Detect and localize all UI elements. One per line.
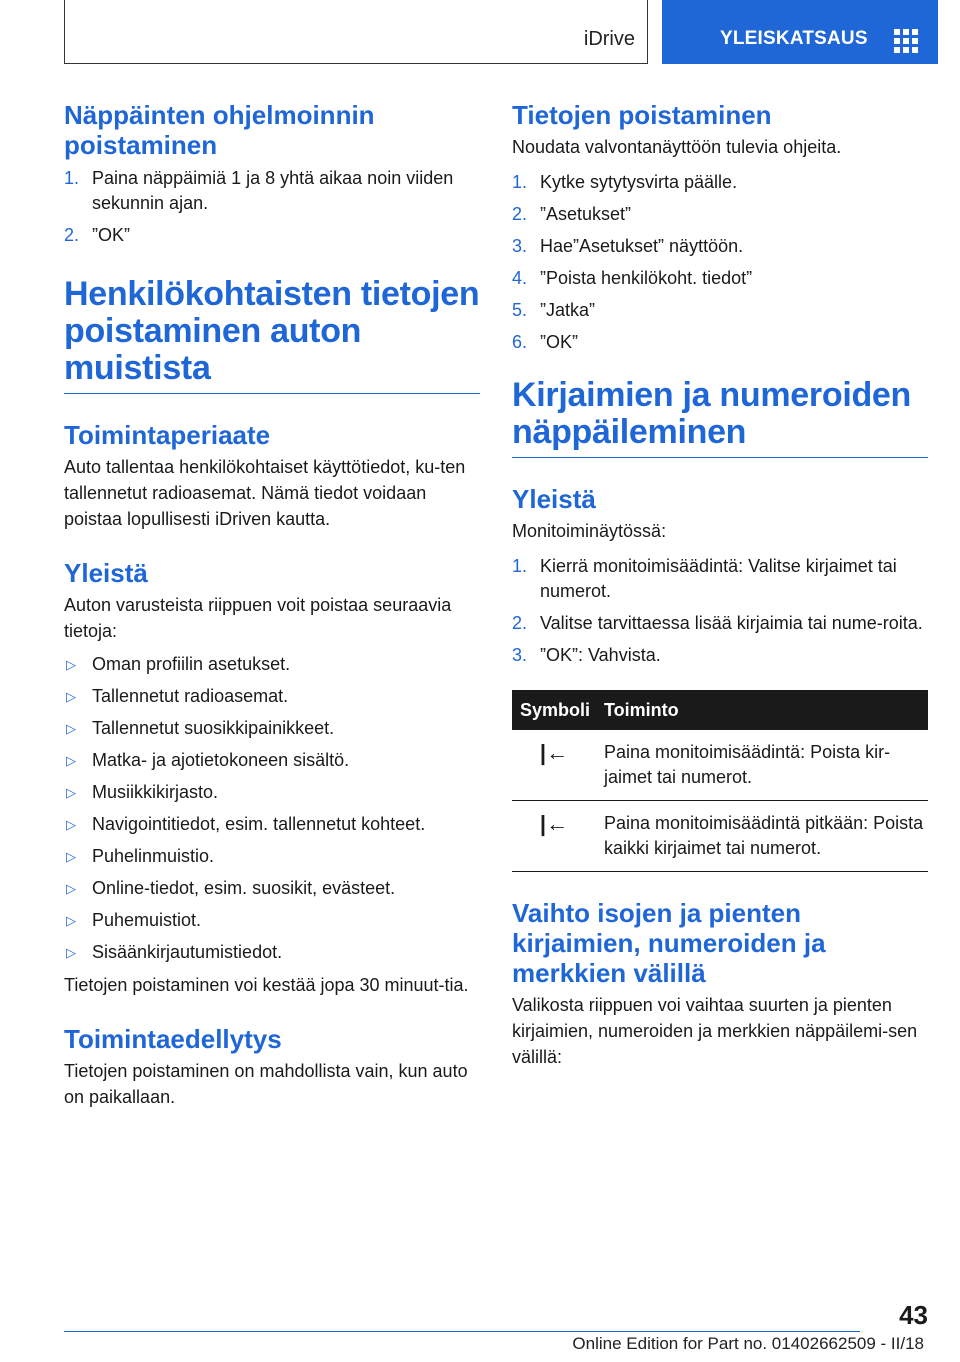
chapter-tab-label: YLEISKATSAUS bbox=[720, 28, 868, 49]
backspace-icon: |← bbox=[539, 811, 569, 836]
section-title-delete-data: Tietojen poistaminen bbox=[512, 100, 772, 130]
key-programming-steps bbox=[64, 166, 480, 248]
section-title-principle: Toimintaperiaate bbox=[64, 420, 271, 450]
right-column bbox=[512, 100, 928, 1070]
list-item: ▷ Sisäänkirjautumistiedot. bbox=[64, 940, 480, 965]
list-item: ▷ Matka- ja ajotietokoneen sisältö. bbox=[64, 748, 480, 773]
main-title-text-entry: Kirjaimien ja numeroiden näppäileminen bbox=[512, 376, 912, 451]
triangle-bullet-icon: ▷ bbox=[66, 689, 76, 704]
text-entry-steps bbox=[512, 554, 928, 668]
deletable-data-list bbox=[64, 652, 480, 965]
triangle-bullet-icon: ▷ bbox=[66, 753, 76, 768]
list-item: 2. ”Asetukset” bbox=[512, 204, 632, 224]
left-column bbox=[64, 100, 480, 1110]
table-cell: Paina monitoimisäädintä: Poista kir-jaimet tai numerot. bbox=[596, 730, 928, 801]
table-cell: Paina monitoimisäädintä pitkään: Poista kaikki kirjaimet tai numerot. bbox=[596, 801, 928, 872]
list-item: ▷ Online-tiedot, esim. suosikit, evästeet. bbox=[64, 876, 480, 901]
list-item: 1. Paina näppäimiä 1 ja 8 yhtä aikaa noin viiden sekunnin ajan. bbox=[64, 168, 454, 213]
requirement-text: Tietojen poistaminen on mahdollista vain, kun auto on paikallaan. bbox=[64, 1061, 468, 1107]
main-heading-block bbox=[512, 377, 928, 458]
list-item: 2. ”OK” bbox=[64, 225, 130, 245]
section-title-case-switch: Vaihto isojen ja pienten kirjaimien, numeroiden ja merkkien välillä bbox=[512, 898, 826, 988]
duration-note: Tietojen poistaminen voi kestää jopa 30 minuut-tia. bbox=[64, 975, 469, 995]
list-item: 1. Kierrä monitoimisäädintä: Valitse kirjaimet tai numerot. bbox=[512, 556, 897, 601]
section-title-requirement: Toimintaedellytys bbox=[64, 1024, 282, 1054]
triangle-bullet-icon: ▷ bbox=[66, 849, 76, 864]
list-item: 6. ”OK” bbox=[512, 332, 578, 352]
table-row bbox=[512, 801, 928, 872]
footer-edition-text: Online Edition for Part no. 01402662509 - II/18 bbox=[572, 1334, 924, 1353]
general-intro-text: Auton varusteista riippuen voit poistaa seuraavia tietoja: bbox=[64, 595, 452, 641]
delete-data-intro: Noudata valvontanäyttöön tulevia ohjeita. bbox=[512, 137, 842, 157]
grid-menu-icon bbox=[894, 29, 922, 53]
header-section-box bbox=[64, 0, 648, 64]
triangle-bullet-icon: ▷ bbox=[66, 881, 76, 896]
backspace-icon: |← bbox=[539, 740, 569, 765]
symbol-table bbox=[512, 690, 928, 872]
triangle-bullet-icon: ▷ bbox=[66, 657, 76, 672]
list-item: 5. ”Jatka” bbox=[512, 300, 596, 320]
list-item: ▷ Tallennetut suosikkipainikkeet. bbox=[64, 716, 480, 741]
main-heading-block bbox=[64, 276, 480, 394]
column-header-symbol: Symboli bbox=[512, 690, 596, 730]
list-item: 4. ”Poista henkilökoht. tiedot” bbox=[512, 268, 753, 288]
column-header-function: Toiminto bbox=[596, 690, 928, 730]
case-switch-text: Valikosta riippuen voi vaihtaa suurten ja pienten kirjaimien, numeroiden ja merkkien näppäilemi-sen välillä: bbox=[512, 995, 918, 1067]
list-item: ▷ Puhelinmuistio. bbox=[64, 844, 480, 869]
list-item: 2. Valitse tarvittaessa lisää kirjaimia tai nume-roita. bbox=[512, 613, 923, 633]
section-title-general: Yleistä bbox=[64, 558, 148, 588]
list-item: ▷ Musiikkikirjasto. bbox=[64, 780, 480, 805]
header-chapter-tab[interactable] bbox=[662, 0, 938, 64]
list-item: 3. Hae”Asetukset” näyttöön. bbox=[512, 236, 744, 256]
list-item: 3. ”OK”: Vahvista. bbox=[512, 645, 661, 665]
list-item: ▷ Navigointitiedot, esim. tallennetut kohteet. bbox=[64, 812, 480, 837]
triangle-bullet-icon: ▷ bbox=[66, 913, 76, 928]
triangle-bullet-icon: ▷ bbox=[66, 817, 76, 832]
list-item: 1. Kytke sytytysvirta päälle. bbox=[512, 172, 738, 192]
delete-data-steps bbox=[512, 170, 928, 355]
list-item: ▷ Oman profiilin asetukset. bbox=[64, 652, 480, 677]
page-number: 43 bbox=[899, 1300, 928, 1330]
main-title-personal-data: Henkilökohtaisten tietojen poistaminen auton muistista bbox=[64, 275, 480, 387]
table-header-row bbox=[512, 690, 928, 730]
list-item: ▷ Tallennetut radioasemat. bbox=[64, 684, 480, 709]
triangle-bullet-icon: ▷ bbox=[66, 945, 76, 960]
triangle-bullet-icon: ▷ bbox=[66, 785, 76, 800]
header-section-label: iDrive bbox=[583, 28, 635, 50]
table-row bbox=[512, 730, 928, 801]
list-item: ▷ Puhemuistiot. bbox=[64, 908, 480, 933]
section-title-general: Yleistä bbox=[512, 484, 596, 514]
triangle-bullet-icon: ▷ bbox=[66, 721, 76, 736]
general-intro-text: Monitoiminäytössä: bbox=[512, 521, 667, 541]
footer-divider bbox=[64, 1331, 860, 1332]
principle-text: Auto tallentaa henkilökohtaiset käyttötiedot, ku-ten tallennetut radioasemat. Nämä tiedot voidaan poistaa lopullisesti iDriven kautta. bbox=[64, 457, 466, 529]
section-title-key-programming: Näppäinten ohjelmoinnin poistaminen bbox=[64, 100, 375, 160]
